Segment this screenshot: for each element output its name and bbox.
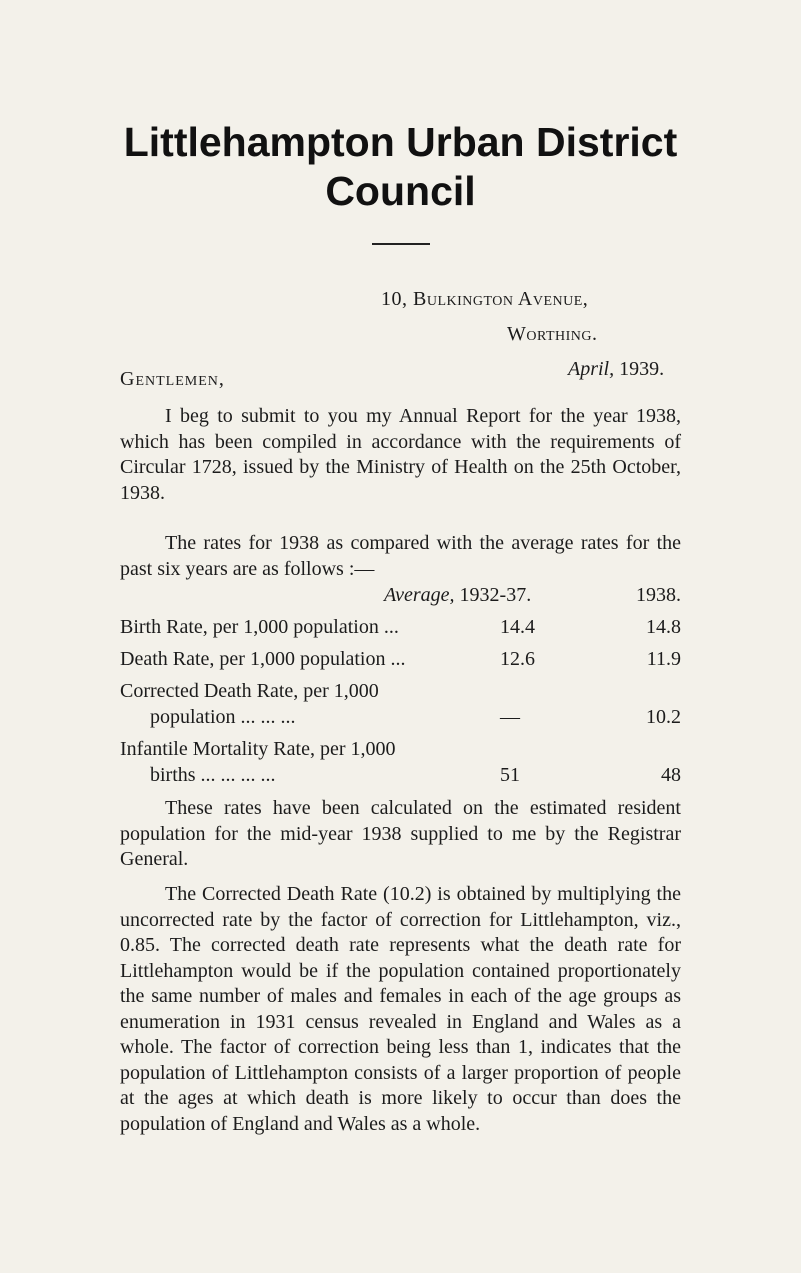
row-label-line-2: births ... ... ... ... xyxy=(150,764,276,786)
header-average-label: Average, xyxy=(384,584,455,606)
row-current: 10.2 xyxy=(646,706,681,728)
table-row xyxy=(120,614,681,640)
calculation-paragraph: These rates have been calculated on the estimated resident population for the mid-year 1938 supplied to me by the Registrar General. xyxy=(120,797,681,870)
row-label-line-1: Corrected Death Rate, per 1,000 xyxy=(120,680,379,702)
row-current: 48 xyxy=(661,764,681,786)
table-row-continued xyxy=(120,762,681,788)
corrected-death-rate-paragraph: The Corrected Death Rate (10.2) is obtained by multiplying the uncorrected rate by the factor of correction for Littlehampton, viz., 0.85. The corrected death rate represents what the death rate for Littlehampton would be if the population contained proportionately the same number of males and females in each of the age groups as enumeration in 1931 census revealed in England and Wales as a whole. The factor of correction being less than 1, indicates that the population of Littlehampton consists of a larger proportion of people at the ages at which death is more likely to occur than does the population of England and Wales as a whole. xyxy=(120,883,681,1135)
row-average: — xyxy=(500,706,520,728)
report-date xyxy=(568,357,664,381)
page-title xyxy=(0,118,801,216)
header-current-year: 1938. xyxy=(636,584,681,606)
rates-table-header xyxy=(120,582,681,608)
address-line-1: 10, Bulkington Avenue, xyxy=(381,288,589,310)
rates-table xyxy=(120,582,681,788)
title-line-2: Council xyxy=(325,168,476,214)
title-divider xyxy=(372,243,430,245)
rates-intro-paragraph: The rates for 1938 as compared with the average rates for the past six years are as follows :— xyxy=(120,532,681,580)
table-row xyxy=(120,736,681,762)
date-month: April, xyxy=(568,358,615,380)
date-year: 1939. xyxy=(619,358,665,380)
table-row-continued xyxy=(120,704,681,730)
row-label-line-2: population ... ... ... xyxy=(150,706,296,728)
row-current: 14.8 xyxy=(646,616,681,638)
row-label-line-1: Infantile Mortality Rate, per 1,000 xyxy=(120,738,396,760)
row-current: 11.9 xyxy=(646,648,681,670)
address-line-2: Worthing. xyxy=(507,323,598,345)
row-average: 51 xyxy=(500,764,520,786)
row-label: Birth Rate, per 1,000 population ... xyxy=(120,616,399,638)
row-average: 12.6 xyxy=(500,648,535,670)
header-average-years: 1932-37. xyxy=(459,584,532,606)
intro-paragraph: I beg to submit to you my Annual Report for the year 1938, which has been compiled in accordance with the requirements of Circular 1728, issued by the Ministry of Health on the 25th October, 1938. xyxy=(120,405,681,504)
row-average: 14.4 xyxy=(500,616,535,638)
header-average xyxy=(384,582,531,608)
table-row xyxy=(120,646,681,672)
title-line-1: Littlehampton Urban District xyxy=(123,119,678,165)
salutation: Gentlemen, xyxy=(120,368,225,390)
table-row xyxy=(120,678,681,704)
row-label: Death Rate, per 1,000 population ... xyxy=(120,648,406,670)
